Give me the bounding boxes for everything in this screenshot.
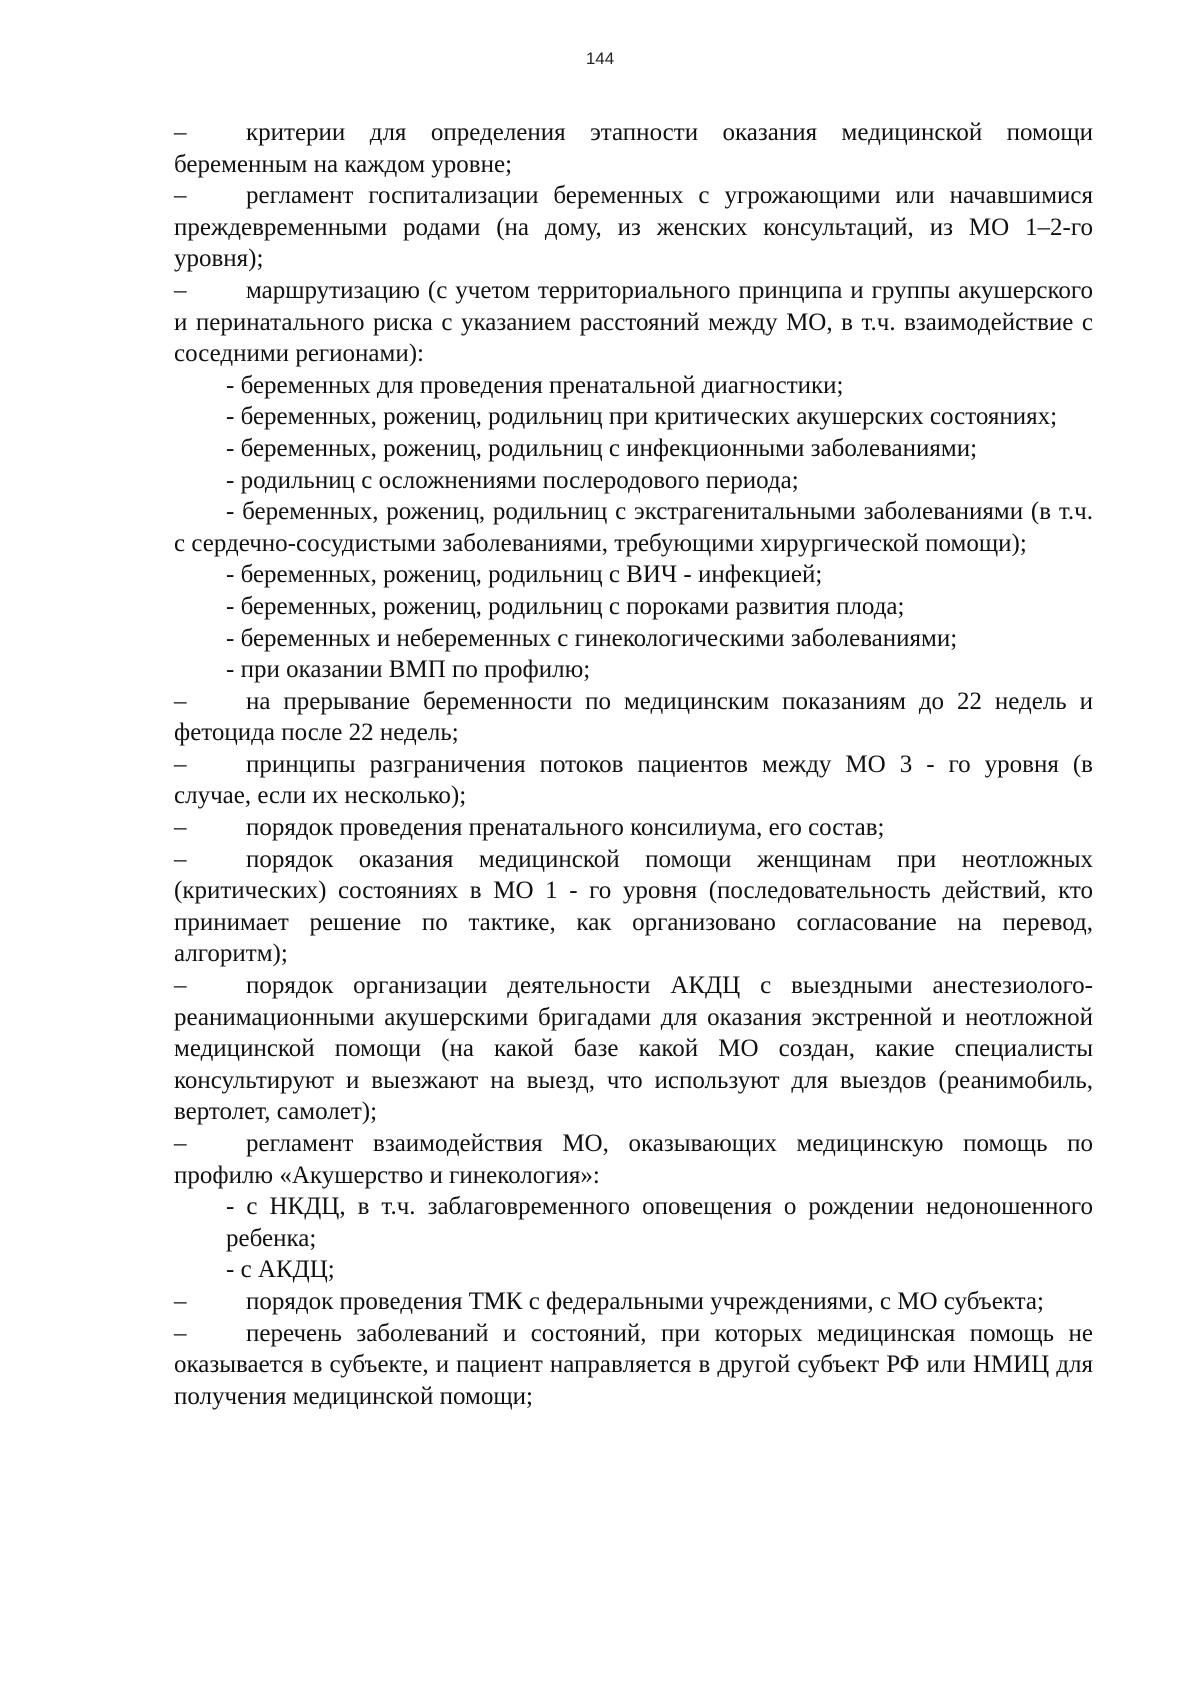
dash-list-item — [174, 1318, 1093, 1413]
sub-list-item — [174, 433, 1093, 465]
dash-list-item — [174, 1128, 1093, 1191]
paragraph-text: порядок проведения пренатального консилиума, его состав; — [246, 814, 885, 842]
sub-list-item — [174, 370, 1093, 402]
paragraph-text: - беременных, рожениц, родильниц с экстрагенитальными заболеваниями (в т.ч. с сердечно-сосудистыми заболеваниями, требующими хирургической помощи); — [174, 498, 1093, 557]
list-dash: – — [174, 119, 187, 146]
list-dash: – — [174, 182, 187, 210]
dash-list-item — [174, 970, 1093, 1128]
paragraph-text: - с АКДЦ; — [226, 1256, 335, 1284]
paragraph-text: регламент взаимодействия МО, оказывающих медицинскую помощь по профилю «Акушерство и гинекология»: — [174, 1130, 1093, 1189]
dash-list-item — [174, 749, 1093, 812]
paragraph-text: - беременных и небеременных с гинекологическими заболеваниями; — [226, 624, 958, 652]
list-dash: – — [174, 972, 187, 1000]
paragraph-text: перечень заболеваний и состояний, при которых медицинская помощь не оказывается в субъекте, и пациент направляется в другой субъект РФ или НМИЦ для получения медицинской помощи; — [174, 1319, 1093, 1410]
list-dash: – — [174, 276, 187, 304]
paragraph-text: порядок организации деятельности АКДЦ с выездными анестезиолого-реанимационными акушерскими бригадами для оказания экстренной и неотложной медицинской помощи (на какой базе какой МО создан, какие специалисты консультируют и выезжают на выезд, что используют для выездов (реанимобиль, вертолет, самолет); — [174, 972, 1093, 1126]
paragraph-text: - беременных, рожениц, родильниц с ВИЧ - инфекцией; — [226, 561, 823, 589]
paragraph-text: принципы разграничения потоков пациентов между МО 3 - го уровня (в случае, если их несколько); — [174, 750, 1093, 810]
paragraph-text: регламент госпитализации беременных с угрожающими или начавшимися преждевременными родами (на дому, из женских консультаций, из МО 1–2-го уровня); — [174, 182, 1093, 273]
paragraph-text: маршрутизацию (с учетом территориального принципа и группы акушерского и перинатального риска с указанием расстояний между МО, в т.ч. взаимодействие с соседними регионами): — [174, 276, 1093, 368]
paragraph-text: - с НКДЦ, в т.ч. заблаговременного оповещения о рождении недоношенного ребенка; — [226, 1193, 1093, 1252]
sub-list-item — [174, 559, 1093, 591]
sub-list-item — [174, 401, 1093, 433]
dash-list-item — [174, 812, 1093, 844]
paragraph-text: - беременных для проведения пренатальной диагностики; — [226, 371, 844, 399]
paragraph-text: на прерывание беременности по медицинским показаниям до 22 недель и фетоцида после 22 недель; — [174, 687, 1093, 747]
sub-list-item — [174, 623, 1093, 655]
list-dash: – — [174, 845, 187, 873]
list-dash: – — [174, 1287, 187, 1315]
sub-list-item — [174, 1191, 1093, 1254]
sub-list-item — [174, 1254, 1093, 1286]
page-number: 144 — [585, 49, 615, 68]
dash-list-item — [174, 180, 1093, 275]
dash-list-item — [174, 686, 1093, 749]
sub-list-item — [174, 654, 1093, 686]
list-dash: – — [174, 814, 187, 842]
dash-list-item — [174, 844, 1093, 970]
dash-list-item — [174, 275, 1093, 370]
sub-list-item — [174, 496, 1093, 559]
paragraph-text: порядок проведения ТМК с федеральными учреждениями, с МО субъекта; — [246, 1287, 1044, 1315]
list-dash: – — [174, 1130, 187, 1157]
list-dash: – — [174, 687, 187, 715]
paragraph-text: - при оказании ВМП по профилю; — [226, 656, 591, 684]
paragraph-text: - родильниц с осложнениями послеродового периода; — [226, 466, 799, 494]
paragraph-text: - беременных, рожениц, родильниц с инфекционными заболеваниями; — [226, 434, 978, 462]
paragraph-text: критерии для определения этапности оказания медицинской помощи беременным на каждом уровне; — [174, 119, 1093, 178]
sub-list-item — [174, 465, 1093, 497]
paragraph-text: - беременных, рожениц, родильниц при критических акушерских состояниях; — [226, 403, 1058, 431]
list-dash: – — [174, 750, 187, 778]
sub-list-item — [174, 591, 1093, 623]
dash-list-item — [174, 1286, 1093, 1318]
paragraph-text: порядок оказания медицинской помощи женщинам при неотложных (критических) состояниях в МО 1 - го уровня (последовательность действий, кто принимает решение по тактике, как организовано согласование на перевод, алгоритм); — [174, 845, 1093, 968]
document-body — [174, 117, 1093, 1412]
paragraph-text: - беременных, рожениц, родильниц с пороками развития плода; — [226, 592, 905, 620]
list-dash: – — [174, 1319, 187, 1347]
dash-list-item — [174, 117, 1093, 180]
